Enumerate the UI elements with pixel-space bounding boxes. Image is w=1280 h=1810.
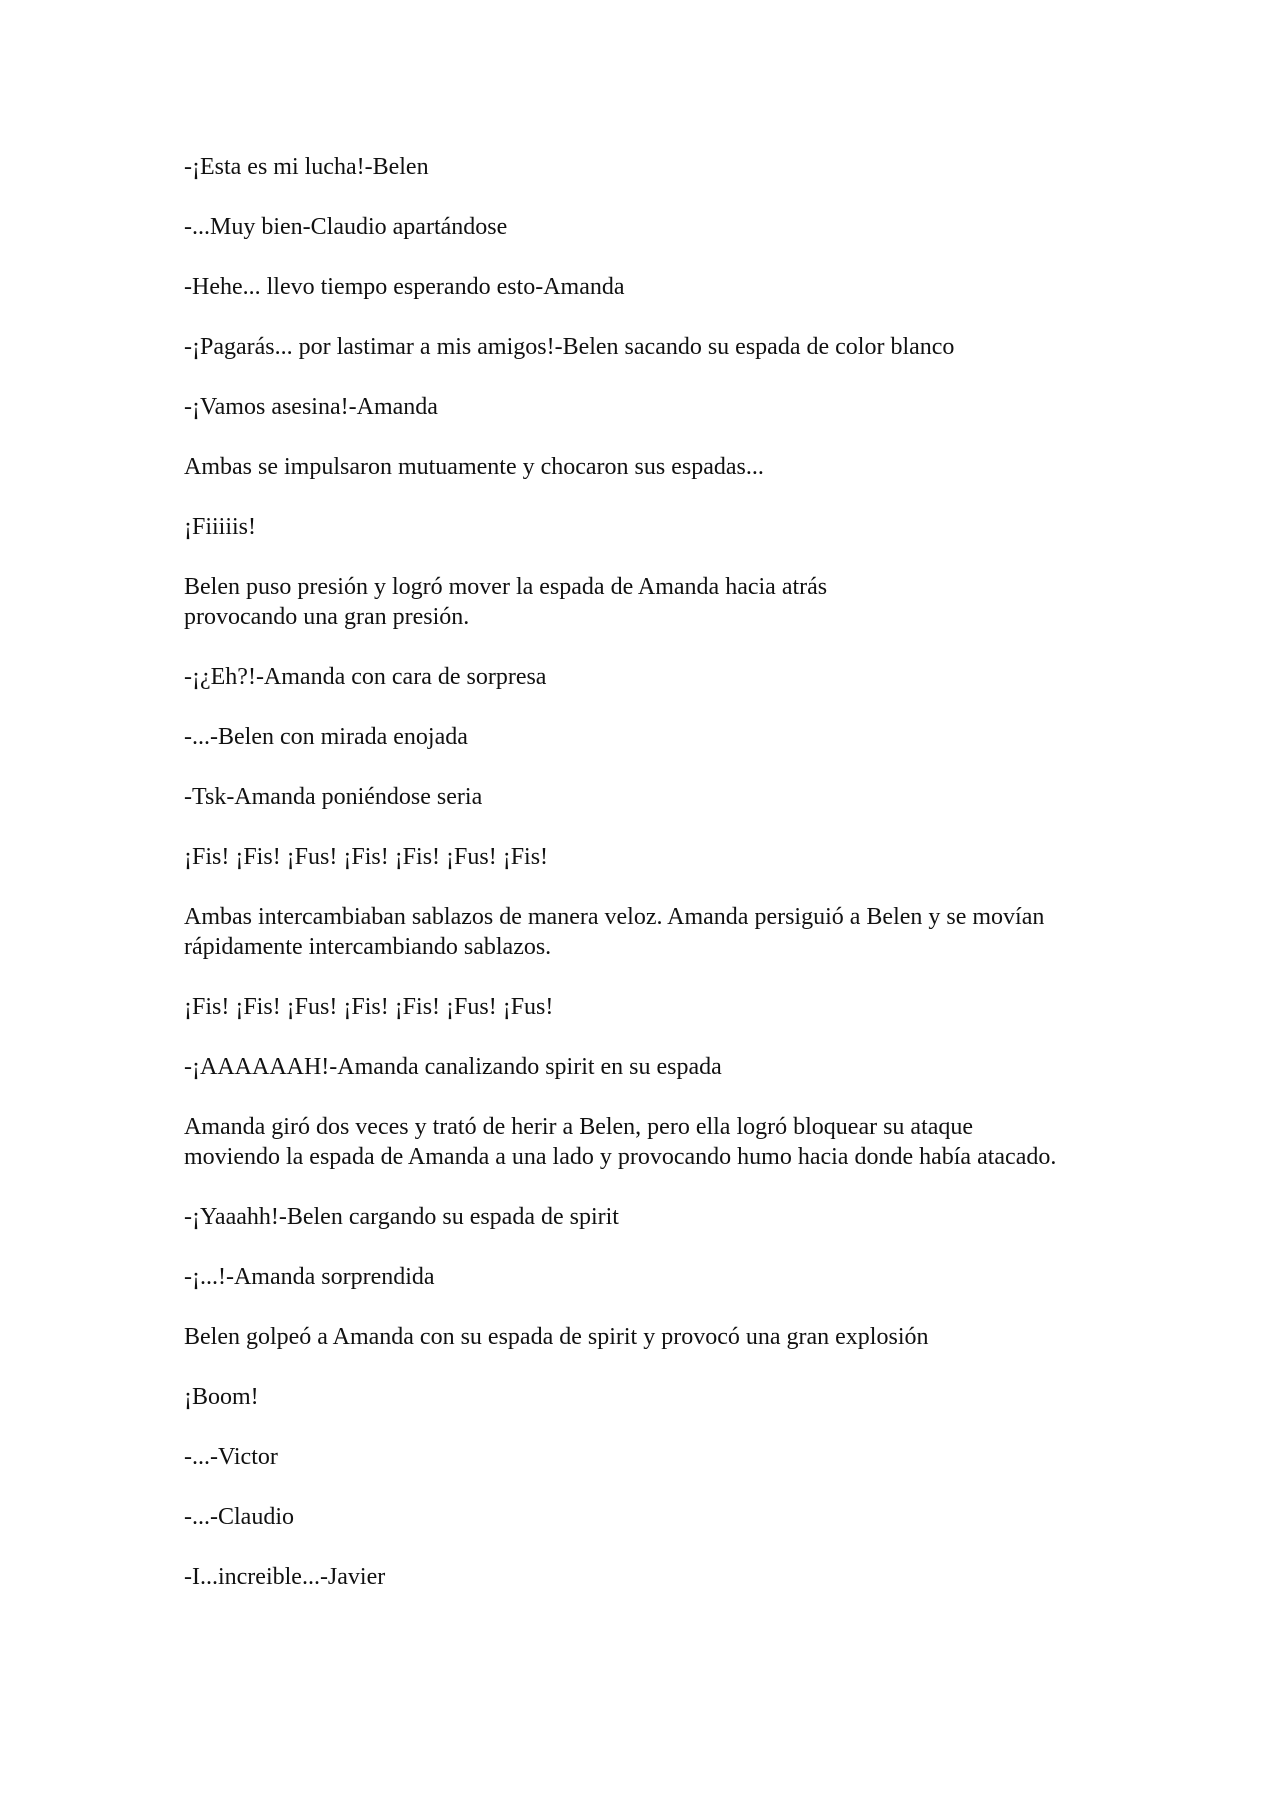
paragraph: -...Muy bien-Claudio apartándose	[184, 214, 508, 240]
paragraph: ¡Fis! ¡Fis! ¡Fus! ¡Fis! ¡Fis! ¡Fus! ¡Fis!	[184, 844, 549, 870]
paragraph: Belen puso presión y logró mover la espada de Amanda hacia atrás provocando una gran presión.	[184, 574, 828, 630]
paragraph: -¡Pagarás... por lastimar a mis amigos!-Belen sacando su espada de color blanco	[184, 334, 955, 360]
document-page	[184, 152, 1074, 1622]
paragraph: -¡Esta es mi lucha!-Belen	[184, 154, 429, 180]
paragraph: ¡Boom!	[184, 1384, 259, 1410]
paragraph: Amanda giró dos veces y trató de herir a Belen, pero ella logró bloquear su ataque moviendo la espada de Amanda a una lado y provocando humo hacia donde había atacado.	[184, 1114, 1057, 1170]
paragraph: Belen golpeó a Amanda con su espada de spirit y provocó una gran explosión	[184, 1324, 929, 1350]
paragraph: ¡Fiiiiis!	[184, 514, 257, 540]
paragraph: -...-Claudio	[184, 1504, 294, 1530]
paragraph: -¡...!-Amanda sorprendida	[184, 1264, 435, 1290]
paragraph: -...-Belen con mirada enojada	[184, 724, 468, 750]
paragraph: -I...increible...-Javier	[184, 1564, 386, 1590]
paragraph: Ambas se impulsaron mutuamente y chocaron sus espadas...	[184, 454, 764, 480]
paragraph: ¡Fis! ¡Fis! ¡Fus! ¡Fis! ¡Fis! ¡Fus! ¡Fus!	[184, 994, 554, 1020]
paragraph: -...-Victor	[184, 1444, 278, 1470]
paragraph: -¡Vamos asesina!-Amanda	[184, 394, 438, 420]
paragraph: -Tsk-Amanda poniéndose seria	[184, 784, 483, 810]
paragraph: -¡¿Eh?!-Amanda con cara de sorpresa	[184, 664, 547, 690]
paragraph: -¡Yaaahh!-Belen cargando su espada de spirit	[184, 1204, 619, 1230]
paragraph: -¡AAAAAAH!-Amanda canalizando spirit en su espada	[184, 1054, 722, 1080]
paragraph: Ambas intercambiaban sablazos de manera veloz. Amanda persiguió a Belen y se movían rápidamente intercambiando sablazos.	[184, 904, 1045, 960]
paragraph: -Hehe... llevo tiempo esperando esto-Amanda	[184, 274, 625, 300]
